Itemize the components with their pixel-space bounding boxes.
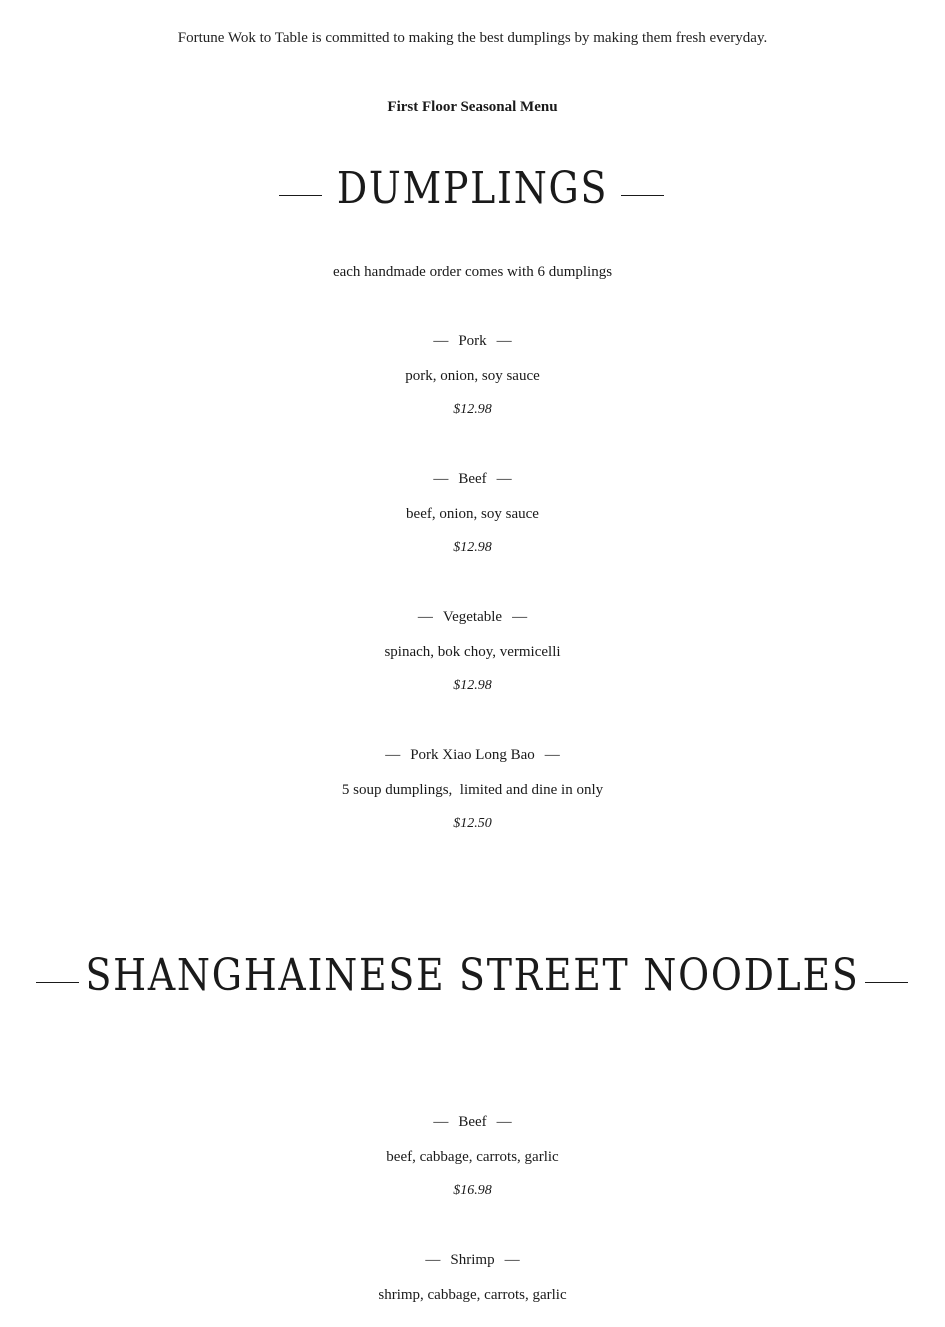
menu-item-price: $12.50 <box>453 816 492 831</box>
menu-item-price: $16.98 <box>453 1183 492 1198</box>
menu-item-name: — Shrimp — <box>425 1252 520 1268</box>
menu-item-price: $12.98 <box>453 402 492 417</box>
menu-item-description: beef, cabbage, carrots, garlic <box>386 1149 559 1165</box>
menu-item-name: — Beef — <box>433 1114 512 1130</box>
menu-item-name: — Vegetable — <box>417 609 528 625</box>
menu-item-name: — Pork Xiao Long Bao — <box>385 747 560 763</box>
floor-menu-title: First Floor Seasonal Menu <box>387 99 558 115</box>
menu-item-description: shrimp, cabbage, carrots, garlic <box>378 1287 567 1303</box>
intro-text: Fortune Wok to Table is committed to making the best dumplings by making them fresh everyday. <box>177 30 768 46</box>
heading-rule-right <box>865 982 908 983</box>
menu-item-description: 5 soup dumplings, limited and dine in only <box>341 782 604 798</box>
dumplings-subtitle: each handmade order comes with 6 dumplings <box>332 264 613 280</box>
dumplings-heading: DUMPLINGS <box>336 163 609 214</box>
menu-item-name: — Beef — <box>433 471 512 487</box>
menu-item-name: — Pork — <box>433 333 512 349</box>
menu-item-description: pork, onion, soy sauce <box>405 368 540 384</box>
menu-item-description: beef, onion, soy sauce <box>406 506 539 522</box>
menu-item-description: spinach, bok choy, vermicelli <box>384 644 561 660</box>
heading-rule-right <box>621 195 664 196</box>
menu-item-price: $12.98 <box>453 540 492 555</box>
noodles-heading: SHANGHAINESE STREET NOODLES <box>85 950 860 1001</box>
menu-item-price: $12.98 <box>453 678 492 693</box>
